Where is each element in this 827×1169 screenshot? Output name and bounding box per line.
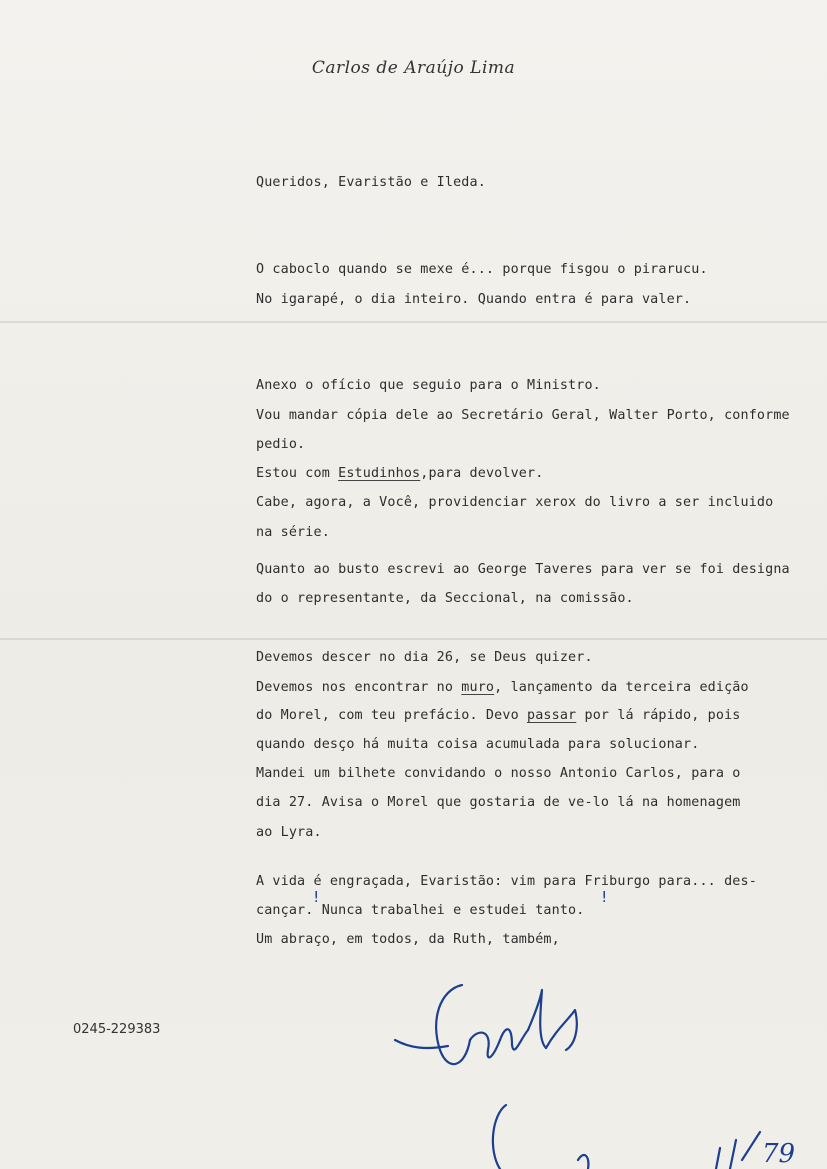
paragraph-2-line: pedio. <box>256 437 306 452</box>
paragraph-1-line: O caboclo quando se mexe é... porque fisgou o pirarucu. <box>256 262 708 277</box>
signature-text: Carlos <box>398 1038 402 1039</box>
phone-number: 0245-229383 <box>73 1022 161 1037</box>
paragraph-3-line: do o representante, da Seccional, na comissão. <box>256 591 634 606</box>
closing-line: Um abraço, em todos, da Ruth, também, <box>256 932 560 947</box>
paragraph-2-line: na série. <box>256 525 330 540</box>
text-segment: Devemos nos encontrar no <box>256 680 462 695</box>
paragraph-4-line: Mandei um bilhete convidando o nosso Antonio Carlos, para o <box>256 766 741 781</box>
handwritten-mark: ǃ <box>314 888 319 906</box>
text-segment: por lá rápido, pois <box>576 708 741 723</box>
paragraph-4-line: Devemos descer no dia 26, se Deus quizer. <box>256 650 593 665</box>
paragraph-4-line: quando desço há muita coisa acumulada para solucionar. <box>256 737 700 752</box>
paragraph-5-line: cançar. Nunca trabalhei e estudei tanto. <box>256 903 585 918</box>
underlined-word: passar <box>527 708 577 723</box>
handwritten-year: 79 <box>762 1139 796 1169</box>
text-segment: , lançamento da terceira edição <box>494 680 749 695</box>
letterhead: Carlos de Araújo Lima <box>311 58 516 78</box>
paragraph-1-line: No igarapé, o dia inteiro. Quando entra é para valer. <box>256 292 692 307</box>
greeting: Queridos, Evaristão e Ileda. <box>256 175 486 190</box>
handwritten-mark: ǃ <box>602 888 607 906</box>
paragraph-4-line: ao Lyra. <box>256 825 322 840</box>
paragraph-3-line: Quanto ao busto escrevi ao George Taveres para ver se foi designa <box>256 562 790 577</box>
text-segment: Estou com <box>256 466 339 481</box>
text-segment: ,para devolver. <box>420 466 544 481</box>
paragraph-2-line: Anexo o ofício que seguio para o Ministro. <box>256 378 601 393</box>
paragraph-5-line: A vida é engraçada, Evaristão: vim para Friburgo para... des- <box>256 874 757 889</box>
paragraph-4-line: dia 27. Avisa o Morel que gostaria de ve-lo lá na homenagem <box>256 795 741 810</box>
underlined-word: muro <box>461 680 495 695</box>
underlined-word: Estudinhos <box>338 466 421 481</box>
paragraph-2-line: Cabe, agora, a Você, providenciar xerox do livro a ser incluido <box>256 495 774 510</box>
paragraph-2-line: Vou mandar cópia dele ao Secretário Geral, Walter Porto, conforme <box>256 408 790 423</box>
text-segment: do Morel, com teu prefácio. Devo <box>256 708 527 723</box>
